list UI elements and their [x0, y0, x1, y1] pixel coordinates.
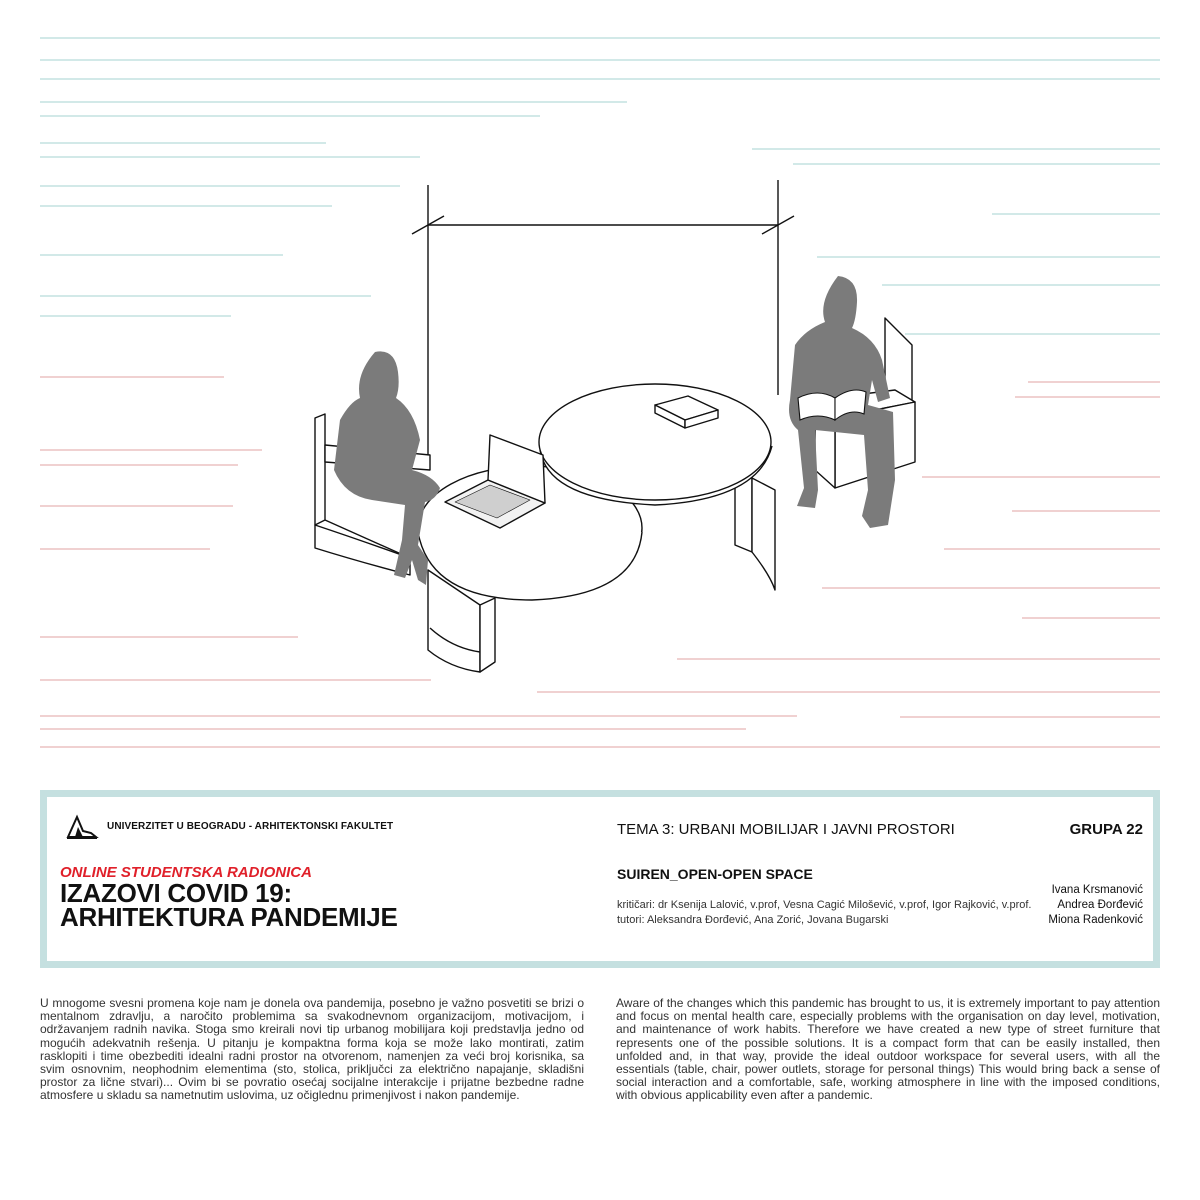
description-serbian: U mnogome svesni promena koje nam je donela ova pandemija, posebno je važno posvetiti se brizi o mentalnom zdravlju, a naročito problemima sa svakodnevnom organizacijom, motivacijom, i održavanjem radnih navika. Stoga smo kreirali novi tip urbanog mobilijara koji predstavlja jedno od mogućih adekvatnih rešenja. U pitanju je kompaktna forma koja se može lako montirati, zatim rasklopiti i time obezbediti idealni radni prostor na otvorenom, namenjen za veći broj korisnika, sa svim osnovnim, neophodnim elementima (sto, stolica, priključci za električno napajanje, skladišni prostor za lične stvari)... Ovim bi se povratio osećaj socijalne interakcije i prijatne bezbedne radne atmosfere u skladu sa nametnutim uslovima, uz očiglednu primenjivost i nakon pandemije.	[40, 996, 584, 1103]
author-name: Miona Radenković	[1048, 914, 1143, 926]
workshop-block	[60, 864, 398, 932]
description-english: Aware of the changes which this pandemic has brought to us, it is extremely important to pay attention and focus on mental health care, especially problems with the organisation on day level, motivation, and maintenance of work habits. Therefore we have created a new type of street furniture that represents one of the possible solutions. It is a compact form that can be easily installed, then unfolded and, in that way, provide the ideal outdoor workspace for several users, with all the essentials (table, chair, power outlets, storage for personal things) This would bring back a sense of social interaction and a comfortable, safe, working atmosphere in line with the imposed conditions, with obvious applicability even after a pandemic.	[616, 996, 1160, 1103]
university-name: UNIVERZITET U BEOGRADU - ARHITEKTONSKI FAKULTET	[107, 820, 394, 832]
credits	[617, 898, 1031, 928]
faculty-logo-icon	[65, 811, 99, 841]
authors-list	[1048, 883, 1143, 928]
author-name: Andrea Đorđević	[1057, 899, 1143, 911]
workshop-subtitle: ONLINE STUDENTSKA RADIONICA	[60, 864, 312, 881]
author-name: Ivana Krsmanović	[1051, 884, 1143, 896]
group-label: GRUPA 22	[1069, 821, 1143, 838]
workshop-title-line1: IZAZOVI COVID 19:	[60, 878, 292, 908]
back-table-top	[539, 384, 772, 505]
title-block	[40, 790, 1160, 968]
workshop-title-line2: ARHITEKTURA PANDEMIJE	[60, 902, 398, 932]
critics-line: kritičari: dr Ksenija Lalović, v.prof, Vesna Cagić Milošević, v.prof, Igor Rajković, v.prof.	[617, 899, 1032, 911]
project-name: SUIREN_OPEN-OPEN SPACE	[617, 866, 813, 882]
furniture-illustration	[290, 170, 950, 690]
university-header	[65, 811, 393, 841]
back-table-base	[735, 470, 775, 590]
theme-label: TEMA 3: URBANI MOBILIJAR I JAVNI PROSTORI	[617, 821, 955, 838]
tutors-line: tutori: Aleksandra Đorđević, Ana Zorić, Jovana Bugarski	[617, 914, 889, 926]
